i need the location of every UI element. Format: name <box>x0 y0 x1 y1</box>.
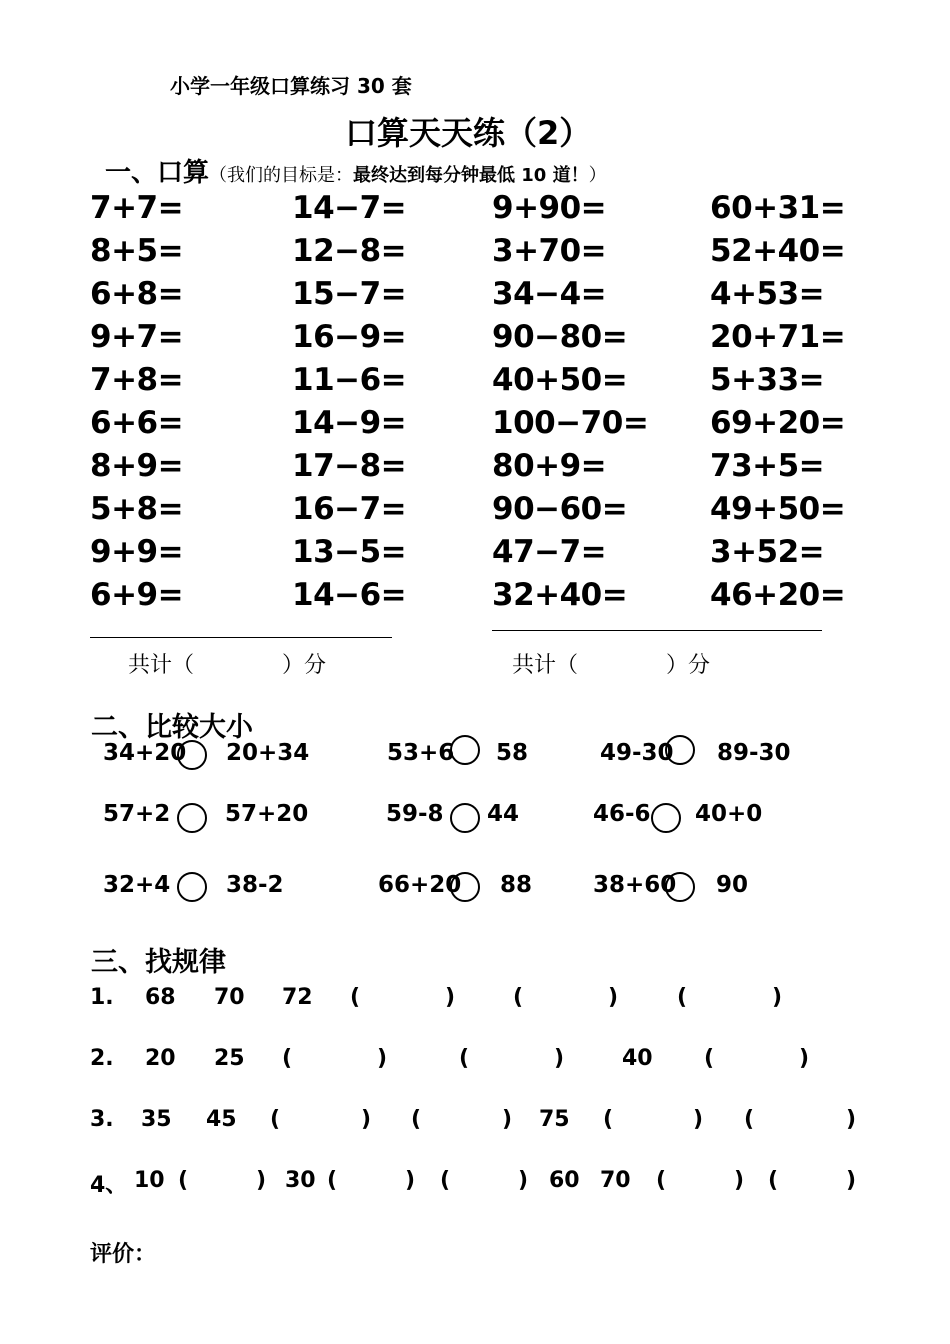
problem: 3+70= <box>492 233 607 269</box>
pattern-blank-close: ) <box>799 1046 810 1071</box>
pattern-blank-close: ) <box>405 1168 416 1193</box>
evaluation-label: 评价： <box>90 1242 157 1267</box>
compare-right: 57+20 <box>225 801 309 827</box>
pattern-label: 2. <box>90 1046 114 1071</box>
problem: 90−60= <box>492 491 628 527</box>
pattern-blank-open[interactable]: ( <box>411 1107 422 1132</box>
problem: 73+5= <box>710 448 825 484</box>
problem: 13−5= <box>292 534 407 570</box>
compare-right: 38-2 <box>226 872 284 898</box>
pattern-blank-open[interactable]: ( <box>656 1168 667 1193</box>
problem: 14−7= <box>292 190 407 226</box>
compare-circle[interactable] <box>177 872 207 902</box>
pattern-blank-close: ) <box>734 1168 745 1193</box>
problem: 17−8= <box>292 448 407 484</box>
compare-left: 38+60 <box>593 872 677 898</box>
problem: 14−6= <box>292 577 407 613</box>
problem: 46+20= <box>710 577 846 613</box>
problem: 32+40= <box>492 577 628 613</box>
supertitle: 小学一年级口算练习 30 套 <box>170 74 412 98</box>
pattern-blank-open[interactable]: ( <box>677 985 688 1010</box>
problem: 8+9= <box>90 448 184 484</box>
note-open: （我们的目标是： <box>209 165 354 186</box>
problem: 60+31= <box>710 190 846 226</box>
pattern-blank-close: ) <box>256 1168 267 1193</box>
compare-left: 32+4 <box>103 872 171 898</box>
note-close: ） <box>588 165 607 186</box>
compare-left: 34+20 <box>103 740 187 766</box>
pattern-blank-close: ) <box>846 1107 857 1132</box>
pattern-blank-close: ) <box>772 985 783 1010</box>
pattern-blank-open[interactable]: ( <box>327 1168 338 1193</box>
pattern-label: 4、 <box>90 1173 128 1198</box>
pattern-blank-close: ) <box>502 1107 513 1132</box>
compare-right: 20+34 <box>226 740 310 766</box>
compare-circle[interactable] <box>665 735 695 765</box>
pattern-item: 40 <box>622 1046 653 1071</box>
problem: 5+8= <box>90 491 184 527</box>
pattern-item: 10 <box>134 1168 165 1193</box>
problem: 34−4= <box>492 276 607 312</box>
problem: 49+50= <box>710 491 846 527</box>
pattern-blank-open[interactable]: ( <box>704 1046 715 1071</box>
pattern-item: 72 <box>282 985 313 1010</box>
compare-circle[interactable] <box>177 740 207 770</box>
pattern-blank-open[interactable]: ( <box>440 1168 451 1193</box>
problem: 16−7= <box>292 491 407 527</box>
compare-right: 88 <box>500 872 533 898</box>
pattern-item: 60 <box>549 1168 580 1193</box>
problem: 90−80= <box>492 319 628 355</box>
pattern-blank-open[interactable]: ( <box>282 1046 293 1071</box>
problem: 40+50= <box>492 362 628 398</box>
problem: 15−7= <box>292 276 407 312</box>
problem: 6+9= <box>90 577 184 613</box>
pattern-blank-open[interactable]: ( <box>178 1168 189 1193</box>
pattern-label: 3. <box>90 1107 114 1132</box>
pattern-blank-close: ) <box>608 985 619 1010</box>
problem: 69+20= <box>710 405 846 441</box>
compare-left: 53+6 <box>387 740 455 766</box>
section-1-title: 一、口算 <box>105 158 210 188</box>
problem: 6+8= <box>90 276 184 312</box>
pattern-blank-open[interactable]: ( <box>744 1107 755 1132</box>
compare-circle[interactable] <box>450 872 480 902</box>
problem: 12−8= <box>292 233 407 269</box>
compare-right: 58 <box>496 740 529 766</box>
section-1-note <box>209 165 607 186</box>
pattern-blank-close: ) <box>554 1046 565 1071</box>
problem: 8+5= <box>90 233 184 269</box>
compare-right: 90 <box>716 872 749 898</box>
problem: 3+52= <box>710 534 825 570</box>
compare-left: 59-8 <box>386 801 444 827</box>
pattern-blank-close: ) <box>518 1168 529 1193</box>
pattern-item: 70 <box>600 1168 631 1193</box>
pattern-item: 30 <box>285 1168 316 1193</box>
problem: 6+6= <box>90 405 184 441</box>
pattern-item: 45 <box>206 1107 237 1132</box>
pattern-blank-close: ) <box>361 1107 372 1132</box>
problem: 9+9= <box>90 534 184 570</box>
compare-left: 46-6 <box>593 801 651 827</box>
pattern-blank-open[interactable]: ( <box>270 1107 281 1132</box>
pattern-item: 75 <box>539 1107 570 1132</box>
compare-circle[interactable] <box>651 803 681 833</box>
pattern-blank-open[interactable]: ( <box>768 1168 779 1193</box>
compare-circle[interactable] <box>177 803 207 833</box>
note-bold: 最终达到每分钟最低 10 道！ <box>353 165 589 186</box>
problem: 9+90= <box>492 190 607 226</box>
problem: 9+7= <box>90 319 184 355</box>
divider-line <box>90 637 392 638</box>
problem: 100−70= <box>492 405 649 441</box>
problem: 5+33= <box>710 362 825 398</box>
problem: 52+40= <box>710 233 846 269</box>
problem: 14−9= <box>292 405 407 441</box>
problem: 16−9= <box>292 319 407 355</box>
section-2-heading: 二、比较大小 <box>91 712 253 743</box>
section-1-heading <box>105 152 607 189</box>
problem: 7+7= <box>90 190 184 226</box>
total-score-left: 共计（ ）分 <box>128 653 327 678</box>
problem: 4+53= <box>710 276 825 312</box>
problem: 11−6= <box>292 362 407 398</box>
page-title: 口算天天练（2） <box>345 114 592 152</box>
compare-circle[interactable] <box>665 872 695 902</box>
pattern-item: 70 <box>214 985 245 1010</box>
compare-right: 44 <box>487 801 520 827</box>
pattern-item: 20 <box>145 1046 176 1071</box>
pattern-item: 35 <box>141 1107 172 1132</box>
pattern-item: 68 <box>145 985 176 1010</box>
pattern-blank-open[interactable]: ( <box>513 985 524 1010</box>
pattern-item: 25 <box>214 1046 245 1071</box>
compare-left: 49-30 <box>600 740 674 766</box>
pattern-blank-close: ) <box>693 1107 704 1132</box>
pattern-blank-close: ) <box>377 1046 388 1071</box>
problem: 20+71= <box>710 319 846 355</box>
pattern-blank-close: ) <box>445 985 456 1010</box>
compare-right: 89-30 <box>717 740 791 766</box>
pattern-blank-open[interactable]: ( <box>603 1107 614 1132</box>
total-score-right: 共计（ ）分 <box>512 653 711 678</box>
problem: 47−7= <box>492 534 607 570</box>
problem: 7+8= <box>90 362 184 398</box>
pattern-blank-open[interactable]: ( <box>459 1046 470 1071</box>
pattern-blank-open[interactable]: ( <box>350 985 361 1010</box>
compare-right: 40+0 <box>695 801 763 827</box>
compare-circle[interactable] <box>450 735 480 765</box>
problem: 80+9= <box>492 448 607 484</box>
compare-circle[interactable] <box>450 803 480 833</box>
compare-left: 66+20 <box>378 872 462 898</box>
pattern-label: 1. <box>90 985 114 1010</box>
pattern-blank-close: ) <box>846 1168 857 1193</box>
compare-left: 57+2 <box>103 801 171 827</box>
divider-line <box>492 630 822 631</box>
section-3-heading: 三、找规律 <box>91 947 226 978</box>
